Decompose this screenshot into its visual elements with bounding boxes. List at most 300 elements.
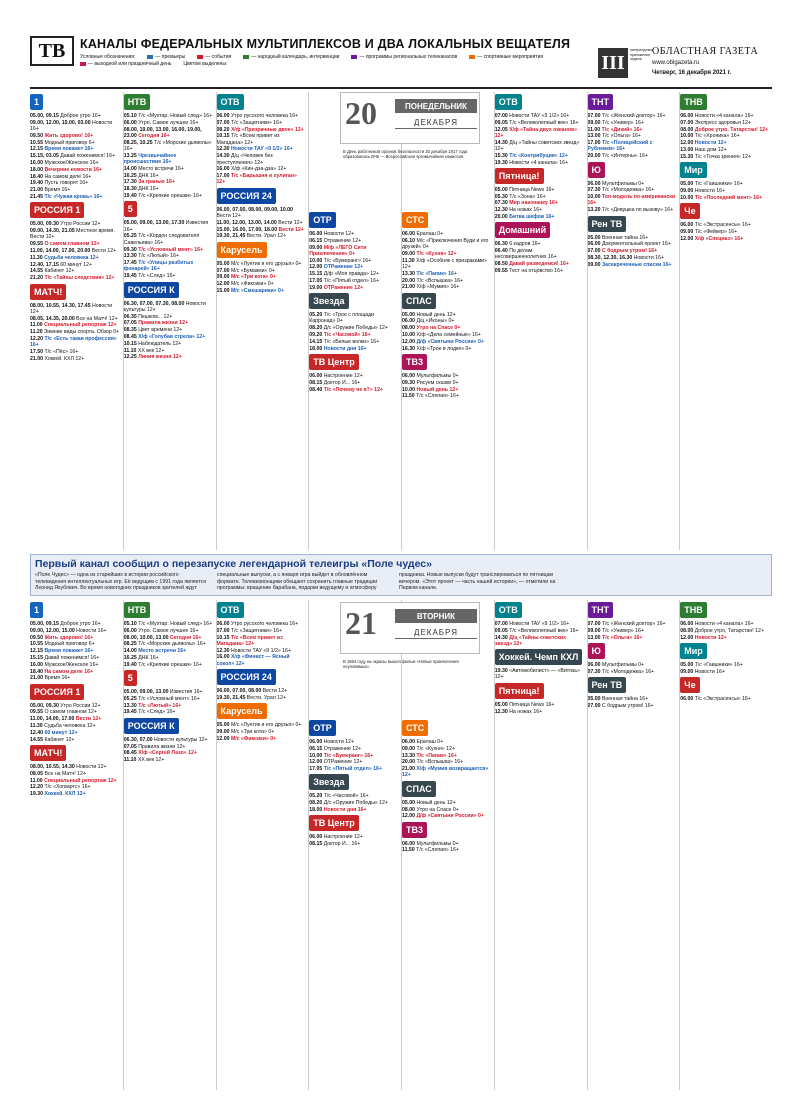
program-time: 05.10 — [123, 621, 139, 627]
program-time: 08.05, 14.35, 20.00 — [30, 315, 77, 322]
program-title: Новости дня 16+ — [323, 807, 367, 814]
program-time: 07.30 — [587, 668, 602, 675]
channel-header — [30, 745, 121, 761]
program-time: 06.00, 07.00, 08.00, 09.00, 10.00 — [216, 206, 293, 213]
channel-header — [30, 602, 121, 618]
program-title: Отражение 12+ — [323, 745, 362, 752]
program-entry — [309, 278, 399, 284]
program-time: 07.00 — [680, 119, 695, 126]
program-entry — [495, 153, 585, 159]
program-entry — [309, 325, 399, 331]
program-time: 18.00 — [309, 345, 324, 352]
program-title: По делам несовершеннолетних 16+ — [494, 248, 557, 261]
program-time: 06.00 — [402, 372, 417, 379]
channel-logo: Звезда — [309, 293, 348, 309]
program-entry — [588, 140, 678, 153]
program-title: Настроение 12+ — [323, 834, 363, 841]
program-entry — [309, 285, 399, 291]
program-title: Т/с «Полицейский с Рублевки» 16+ — [587, 140, 653, 153]
program-title: ХX век 12+ — [137, 347, 165, 354]
program-entry — [124, 354, 214, 360]
program-time: 05.00, 09.30 — [30, 702, 61, 709]
program-entry — [680, 635, 770, 641]
program-title: Цвет времени 12+ — [138, 327, 183, 334]
program-title: Зимние виды спорта. Обзор 0+ — [44, 329, 120, 336]
program-title: Утро на Спасе 0+ — [416, 806, 459, 813]
program-title: Известия 16+ — [169, 689, 203, 696]
channel-logo: ТНВ — [680, 602, 707, 618]
program-title: Утро. Самое лучшее 16+ — [138, 119, 199, 126]
program-title: Т/с «Гаишники» 16+ — [694, 181, 743, 188]
program-time: 14.30 — [494, 634, 510, 641]
legend-swatch — [243, 55, 249, 59]
program-title: Военная тайна 16+ — [601, 234, 649, 241]
program-time: 11.00 — [587, 126, 602, 133]
program-entry — [217, 281, 307, 287]
program-title: Х/ф «Призрачные двое» 12+ — [230, 126, 304, 133]
program-entry — [30, 322, 121, 328]
channel-header — [495, 168, 585, 184]
program-title: Т/с «Лютый» 16+ — [138, 253, 180, 260]
program-entry — [402, 278, 492, 284]
program-time: 17.50 — [30, 349, 45, 356]
program-title: Х/ф «Голубая стрела» 12+ — [138, 334, 206, 341]
program-entry — [124, 341, 214, 347]
channel-header — [495, 602, 585, 618]
program-title: Вести 12+ — [278, 219, 303, 226]
program-title: На ножах 16+ — [509, 207, 543, 214]
weekday-name: ПОНЕДЕЛЬНИК — [395, 99, 477, 113]
program-time: 20.00 — [402, 277, 417, 284]
program-title: 60 минут 12+ — [60, 261, 93, 268]
program-title: Место встречи 16+ — [138, 165, 184, 172]
program-time: 08.05 — [30, 770, 45, 777]
program-title: Т/с «Морские дьяволы» 16+ — [123, 139, 212, 152]
program-entry — [402, 332, 492, 338]
program-title: Т/с «Дикий» 16+ — [601, 126, 643, 133]
program-title: Т/с «Пятый отдел» 16+ — [323, 278, 380, 285]
program-entry — [124, 120, 214, 126]
program-entry — [30, 778, 121, 784]
program-time: 09.30 — [402, 379, 417, 386]
program-title: Кабинет 12+ — [44, 736, 75, 743]
program-entry — [124, 273, 214, 279]
program-time: 08.30, 12.30, 16.30 — [587, 254, 634, 261]
program-entry — [680, 229, 770, 235]
program-title: Правила жизни 12+ — [138, 743, 186, 750]
program-title: Т/с «Пятый отдел» 16+ — [323, 766, 382, 773]
program-title: Т/с «Ольга» 16+ — [601, 634, 643, 641]
program-entry — [217, 207, 307, 220]
channel-logo: 5 — [124, 670, 137, 686]
legend-tail: Цветом выделены: — [183, 61, 228, 67]
program-entry — [680, 113, 770, 119]
program-title: Т/с «Тайны следствия» 12+ — [44, 275, 115, 282]
channel-header — [30, 202, 121, 218]
program-entry — [495, 140, 585, 153]
program-title: Х/ф «Финист — Ясный сокол» 12+ — [216, 654, 290, 667]
program-entry — [588, 133, 678, 139]
program-time: 14.55 — [30, 268, 45, 275]
program-time: 20.00 — [494, 214, 510, 221]
program-entry — [124, 186, 214, 192]
program-time: 09.55 — [30, 241, 45, 248]
program-title: Т/с «След» 16+ — [138, 709, 176, 716]
program-title: Т/с «Экстрасенсы» 16+ — [694, 221, 751, 228]
program-time: 14.15 — [309, 338, 324, 345]
program-entry — [30, 329, 121, 335]
program-entry — [217, 220, 307, 226]
program-time: 08.00, 10.55, 14.30, 17.45 — [30, 302, 93, 309]
program-title: Т/с «Универ» 16+ — [601, 119, 644, 126]
channel-header — [402, 293, 492, 309]
program-time: 11.00, 14.00, 17.00, 20.00 — [30, 248, 92, 255]
program-time: 06.00 — [680, 695, 695, 702]
program-entry — [217, 736, 307, 742]
program-time: 05.00 — [680, 181, 695, 188]
program-entry — [124, 193, 214, 199]
program-time: 05.00 — [494, 186, 510, 193]
program-title: 60 минут 12+ — [44, 729, 78, 736]
program-time: 11.00 — [30, 777, 45, 784]
program-title: Новости «4 канала» 16+ — [694, 113, 754, 119]
program-title: Т/с «Всем привет из Магадана» 12+ — [216, 133, 280, 146]
program-entry — [402, 251, 492, 257]
channel-header — [402, 720, 492, 736]
program-entry — [30, 275, 121, 281]
program-entry — [309, 759, 399, 765]
program-title: Д/ц «Иконы» 0+ — [416, 318, 455, 325]
program-title: Кабинет 12+ — [44, 268, 75, 275]
program-title: С бодрым утром! 16+ — [601, 702, 654, 709]
program-title: Новости ТАУ «9 1/2» 16+ — [230, 146, 293, 153]
program-title: Мультфильмы 0+ — [416, 372, 459, 379]
program-entry — [217, 268, 307, 274]
program-title: Т/с «Крепкие орешки» 16+ — [138, 193, 202, 200]
program-entry — [680, 669, 770, 675]
program-title: Настроение 12+ — [323, 372, 363, 379]
program-title: О самом главном 12+ — [44, 709, 97, 716]
program-entry — [402, 387, 492, 393]
channel-logo: Рен ТВ — [588, 677, 627, 693]
program-title: Жить здорово! 16+ — [44, 132, 94, 139]
program-entry — [495, 127, 585, 140]
program-entry — [124, 220, 214, 233]
program-time: 20.00 — [402, 759, 417, 766]
program-time: 06.00 — [402, 318, 417, 325]
channel-column — [494, 600, 585, 1090]
program-time: 12.00 — [680, 634, 695, 641]
program-entry — [30, 153, 121, 159]
program-time: 15.15 — [309, 271, 324, 278]
program-entry — [124, 744, 214, 750]
program-time: 15.00, 16.00, 17.00, 18.00 — [216, 226, 279, 233]
program-title: Пятница News 16+ — [509, 701, 555, 708]
program-entry — [30, 655, 121, 661]
channel-logo: СПАС — [402, 781, 436, 797]
program-title: Т/с «Всем привет из Магадана» 12+ — [216, 634, 283, 647]
program-title: Тест на отцовство 16+ — [509, 268, 563, 275]
channel-logo: Пятница! — [495, 168, 544, 184]
program-time: 05.20 — [309, 312, 324, 319]
program-title: Т/с «Интерны» 16+ — [601, 153, 648, 160]
day-note: В 1964 году на экраны вышел фильм «Новые приключения неуловимых». — [343, 659, 459, 669]
program-title: Т/с «Молодежка» 16+ — [601, 668, 655, 675]
program-title: Утро русского человека 16+ — [230, 621, 299, 627]
program-entry — [30, 133, 121, 139]
program-time: 13.00 — [587, 133, 602, 140]
program-title: М/с «Три кота» 0+ — [230, 728, 275, 735]
program-time: 05.00 — [587, 695, 602, 702]
program-entry — [495, 261, 585, 267]
program-entry — [402, 813, 492, 819]
program-title: Новости 12+ — [323, 739, 355, 745]
program-title: Место встречи 16+ — [138, 648, 187, 655]
program-time: 12.15 — [30, 648, 45, 655]
program-time: 05.00 — [680, 661, 695, 668]
program-time: 13.30 — [123, 702, 139, 709]
program-time: 17.45 — [123, 260, 139, 267]
program-title: Т/с «Последний мент» 16+ — [694, 194, 763, 201]
program-time: 07.00 — [494, 113, 510, 119]
program-title: Т/с «Кухня» 12+ — [416, 250, 457, 257]
program-time: 06.00 — [216, 621, 231, 627]
channel-logo: РОССИЯ 24 — [217, 188, 276, 204]
program-entry — [309, 807, 399, 813]
channel-header — [495, 222, 585, 238]
program-title: Т/с «Пёс» 16+ — [44, 349, 79, 356]
program-entry — [588, 181, 678, 187]
program-title: Т/с «Вспышка» 16+ — [416, 277, 464, 284]
program-time: 08.20 — [309, 325, 324, 332]
day-number: 20 — [345, 95, 377, 131]
program-title: Судьба человека 12+ — [44, 254, 99, 261]
program-title: Т/с «Часовой» 16+ — [323, 793, 369, 800]
program-entry — [588, 662, 678, 668]
program-title: Новости 12+ — [694, 634, 727, 641]
program-title: Вести 12+ — [75, 716, 102, 723]
program-time: 12.20 — [30, 336, 45, 343]
program-time: 06.00 — [680, 621, 695, 627]
program-title: Жить здорово! 16+ — [44, 634, 94, 641]
program-time: 07.00 — [587, 702, 602, 709]
program-title: Х/ф «Трое в лодке» 0+ — [416, 345, 472, 352]
program-time: 14.55 — [30, 736, 45, 743]
program-time: 19.45 — [123, 273, 139, 280]
program-entry — [30, 662, 121, 668]
program-time: 05.00 — [587, 234, 602, 241]
program-entry — [124, 628, 214, 634]
program-entry — [124, 314, 214, 320]
program-title: Т/с «Условный мент» 16+ — [138, 246, 204, 253]
channel-header — [680, 677, 770, 693]
program-title: Т/с «Бумеранг» 16+ — [323, 752, 374, 759]
program-entry — [124, 140, 214, 153]
program-entry — [588, 262, 678, 268]
program-title: Т/с «Условный мент» 16+ — [138, 695, 200, 702]
program-time: 13.25 — [123, 152, 139, 159]
program-entry — [402, 759, 492, 765]
program-entry — [124, 233, 214, 246]
program-time: 10.00 — [680, 194, 695, 201]
program-entry — [402, 271, 492, 277]
program-entry — [30, 356, 121, 362]
program-title: Т/с «Трое с площади Карронад» 0+ — [309, 312, 375, 325]
program-entry — [30, 262, 121, 268]
program-time: 10.15 — [216, 634, 231, 641]
schedule-day-monday — [30, 92, 772, 550]
program-time: 14.00 — [123, 648, 139, 655]
program-time: 12.00 — [680, 235, 695, 242]
newspaper-website[interactable]: www.oblgazeta.ru — [652, 60, 700, 66]
program-entry — [402, 325, 492, 331]
program-time: 05.25 — [123, 695, 139, 702]
legend-label: — события — [205, 54, 232, 60]
channel-header — [402, 781, 492, 797]
program-time: 11.00 — [30, 322, 45, 329]
program-entry — [124, 648, 214, 654]
legend-swatch — [351, 55, 357, 59]
program-title: Время покажет 16+ — [44, 648, 94, 655]
program-title: Хоккей. КХЛ 12+ — [44, 355, 85, 362]
program-entry — [217, 654, 307, 667]
program-entry — [402, 753, 492, 759]
channel-column — [30, 92, 121, 550]
program-time: 09.00 — [402, 250, 417, 257]
program-time: 12.15 — [30, 146, 45, 153]
program-entry — [402, 807, 492, 813]
channel-header — [402, 212, 492, 228]
program-time: 05.25 — [123, 233, 139, 240]
program-time: 07.05 — [123, 320, 139, 327]
program-entry — [588, 235, 678, 241]
program-title: Новости ТАУ «9 1/2» 16+ — [509, 113, 570, 119]
month-name: ДЕКАБРЯ — [395, 117, 477, 129]
program-title: Д/ф «Моя правда» 12+ — [323, 271, 380, 278]
channel-header — [495, 683, 585, 699]
program-title: Т/с «Женский доктор» 16+ — [601, 621, 666, 627]
program-entry — [402, 312, 492, 318]
program-entry — [309, 258, 399, 264]
program-time: 19.00 — [309, 284, 324, 291]
program-entry — [30, 316, 121, 322]
program-title: Известия 16+ — [123, 220, 209, 233]
program-time: 09.00 — [402, 745, 417, 752]
program-entry — [124, 320, 214, 326]
program-entry — [588, 113, 678, 119]
program-entry — [30, 764, 121, 770]
program-time: 06.30, 07.00, 07.30, 08.00 — [123, 300, 186, 307]
program-time: 07.30 — [587, 187, 602, 194]
program-time: 10.15 — [123, 340, 139, 347]
program-title: Наш дом 12+ — [694, 146, 727, 153]
program-time: 07.00 — [216, 627, 231, 634]
program-title: Т/с «Защитники» 16+ — [230, 627, 283, 634]
channel-logo: Рен ТВ — [588, 216, 627, 232]
legend-swatch — [469, 55, 475, 59]
program-time: 11.50 — [402, 847, 417, 854]
program-time: 16.00 — [30, 160, 45, 167]
program-entry — [309, 834, 399, 840]
program-title: Пятница News 16+ — [509, 186, 555, 193]
program-entry — [495, 120, 585, 126]
program-entry — [30, 349, 121, 355]
channel-header — [309, 720, 399, 736]
program-entry — [124, 166, 214, 172]
program-title: М/с «Бумажки» 0+ — [230, 267, 275, 274]
program-time: 10.00 — [402, 332, 417, 339]
channel-logo: Звезда — [309, 774, 348, 790]
program-time: 12.00 — [402, 813, 417, 820]
program-time: 21.20 — [30, 275, 45, 282]
program-time: 06.00 — [402, 739, 417, 745]
channel-header — [30, 284, 121, 300]
program-entry — [217, 261, 307, 267]
channel-logo: Че — [680, 203, 699, 219]
legend-label: — программы региональных телеканалов — [359, 54, 458, 60]
program-entry — [30, 160, 121, 166]
program-time: 16.00 — [30, 661, 45, 668]
program-entry — [495, 187, 585, 193]
program-entry — [402, 238, 492, 251]
channel-logo: СТС — [402, 720, 428, 736]
program-time: 07.00 — [494, 621, 510, 627]
program-time: 11.00, 14.00, 17.00 — [30, 716, 76, 723]
program-title: Все на Матч! 12+ — [44, 770, 86, 777]
legend-item — [80, 61, 177, 67]
program-title: Т/с «Защитники» 16+ — [230, 119, 283, 126]
channel-logo: Домашний — [495, 222, 550, 238]
legend-swatch — [197, 55, 203, 59]
program-entry — [30, 255, 121, 261]
program-time: 12.20 — [30, 784, 45, 791]
program-entry — [124, 253, 214, 259]
program-time: 21.00 — [402, 284, 417, 291]
program-title: Т/с «Кухня» 12+ — [416, 745, 455, 752]
program-time: 06.40 — [494, 248, 510, 255]
program-entry — [402, 746, 492, 752]
program-entry — [309, 753, 399, 759]
program-time: 10.15 — [216, 133, 231, 140]
program-title: Чрезвычайное происшествие 16+ — [123, 152, 177, 166]
program-title: Т/с «Хогвартс» 16+ — [44, 784, 91, 791]
program-title: Х/ф «Дела семейные» 16+ — [416, 332, 481, 339]
program-title: Военная тайна 16+ — [601, 695, 649, 702]
program-entry — [402, 231, 492, 237]
channel-column — [679, 600, 770, 1090]
channel-header — [124, 282, 214, 298]
program-title: Давай поженимся! 16+ — [60, 153, 116, 160]
program-title: Х/ф «Спецназ» 16+ — [694, 235, 744, 242]
program-time: 09.00 — [587, 119, 602, 126]
program-entry — [217, 288, 307, 294]
program-entry — [124, 327, 214, 333]
program-entry — [588, 628, 678, 634]
program-title: Т/с «Папик» 16+ — [416, 270, 457, 277]
program-time: 14.30 — [216, 153, 231, 160]
program-time: 05.00 — [402, 311, 417, 318]
program-entry — [402, 339, 492, 345]
legend-label: — народный календарь, интервенции — [251, 54, 340, 60]
channel-header — [309, 774, 399, 790]
program-time: 08.25 — [123, 641, 139, 648]
program-title: Новости «4 канала» 16+ — [509, 159, 568, 166]
color-legend — [80, 54, 580, 68]
program-title: На самом деле 16+ — [44, 173, 92, 180]
program-time: 14.00 — [123, 165, 139, 172]
program-title: М/ф «ЛЕГО Сити Приключения» 0+ — [309, 244, 367, 257]
legend-item — [147, 54, 191, 60]
